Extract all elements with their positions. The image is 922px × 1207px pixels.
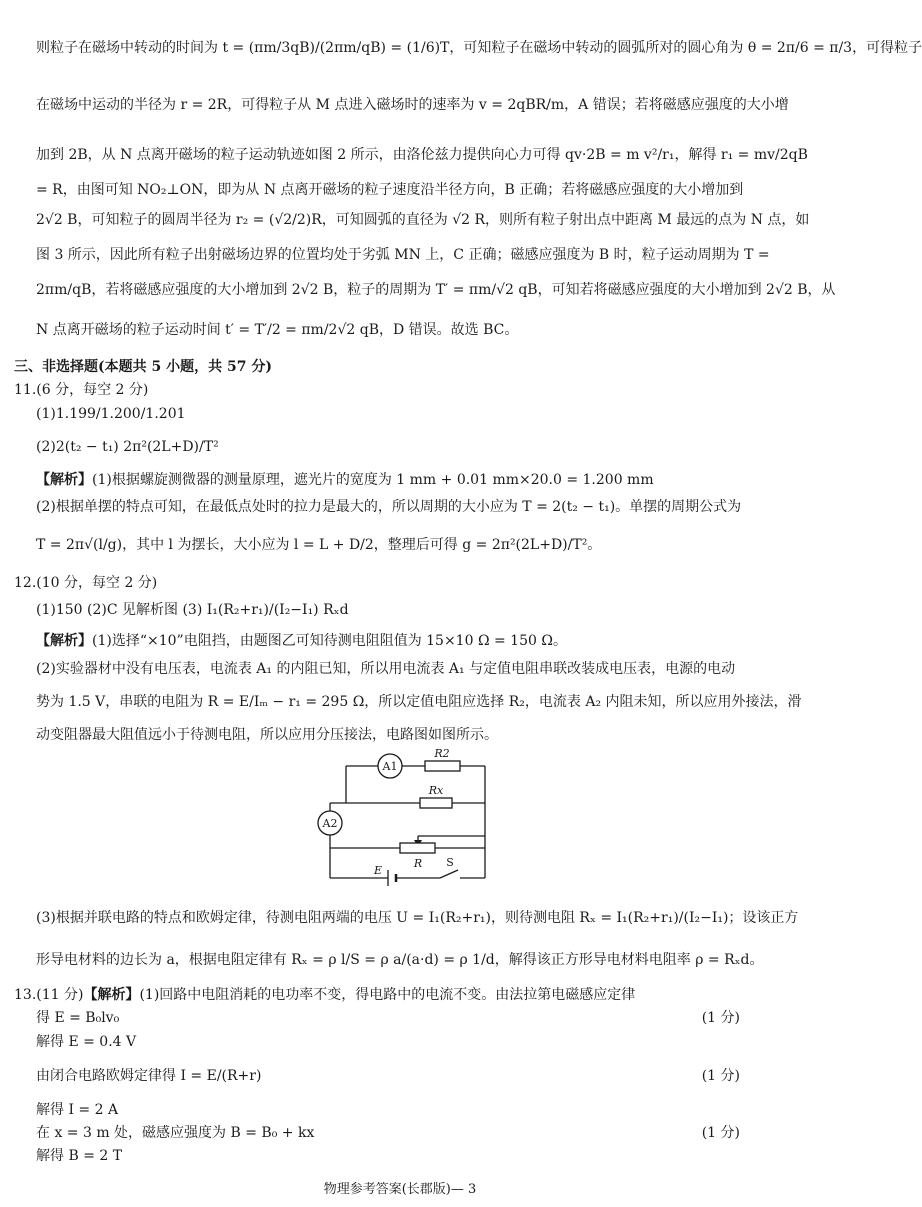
- analysis-text: 动变阻器最大阻值远小于待测电阻，所以应用分压接法，电路图如图所示。: [36, 727, 498, 743]
- step-text: 在 x = 3 m 处，磁感应强度为 B = B₀ + kx: [36, 1125, 315, 1141]
- score-label: (1 分): [701, 1010, 740, 1026]
- score-label: (1 分): [701, 1125, 740, 1141]
- answer-line: (2)2(t₂ − t₁) 2π²(2L+D)/T²: [36, 439, 219, 455]
- analysis-text: (3)根据并联电路的特点和欧姆定律，待测电阻两端的电压 U = I₁(R₂+r₁)，则待测电阻 Rₓ = I₁(R₂+r₁)/(I₂−I₁)；设该正方: [36, 910, 799, 926]
- page-footer: 物理参考答案(长郡版)— 3: [323, 1182, 477, 1197]
- analysis-text: (2)根据单摆的特点可知，在最低点处时的拉力是最大的，所以周期的大小应为 T = 2(t₂ − t₁)。单摆的周期公式为: [36, 499, 742, 515]
- step-text: 解得 B = 2 T: [36, 1148, 123, 1164]
- step-text: 得 E = B₀lv₀: [36, 1010, 120, 1026]
- analysis-text: T = 2π√(l/g)，其中 l 为摆长，大小应为 l = L + D/2，整理后可得 g = 2π²(2L+D)/T²。: [36, 537, 602, 553]
- step-text: 解得 E = 0.4 V: [36, 1034, 137, 1050]
- rheostat-r: [400, 843, 435, 853]
- text-line: 图 3 所示，因此所有粒子出射磁场边界的位置均处于劣弧 MN 上，C 正确；磁感应强度为 B 时，粒子运动周期为 T =: [36, 247, 770, 263]
- text-line: 在磁场中运动的半径为 r = 2R，可得粒子从 M 点进入磁场时的速率为 v = 2qBR/m，A 错误；若将磁感应强度的大小增: [36, 97, 789, 113]
- text-line: 加到 2B，从 N 点离开磁场的粒子运动轨迹如图 2 所示，由洛伦兹力提供向心力可得 qv·2B = m v²/r₁，解得 r₁ = mv/2qB: [36, 147, 808, 163]
- analysis-tag: 【解析】: [83, 987, 140, 1003]
- step-text: 由闭合电路欧姆定律得 I = E/(R+r): [36, 1068, 262, 1084]
- resistor-r2-label: R2: [434, 747, 450, 760]
- battery-e: [388, 870, 396, 886]
- text-line: N 点离开磁场的粒子运动时间 t′ = T′/2 = πm/2√2 qB，D 错误。故选 BC。: [36, 322, 519, 338]
- question-head: 11.(6 分，每空 2 分): [14, 382, 149, 398]
- analysis-text: (1)根据螺旋测微器的测量原理，遮光片的宽度为 1 mm + 0.01 mm×20.0 = 1.200 mm: [92, 472, 654, 488]
- analysis-text: (1)选择“×10”电阻挡，由题图乙可知待测电阻阻值为 15×10 Ω = 150 Ω。: [92, 633, 567, 649]
- text-line: 2πm/qB，若将磁感应强度的大小增加到 2√2 B，粒子的周期为 T′ = πm/√2 qB，可知若将磁感应强度的大小增加到 2√2 B，从: [36, 282, 836, 298]
- resistor-rx-label: Rx: [428, 784, 444, 797]
- question-head: 13.(11 分): [14, 987, 84, 1003]
- step-text: 解得 I = 2 A: [36, 1102, 119, 1118]
- analysis-text: 势为 1.5 V，串联的电阻为 R = E/Iₘ − r₁ = 295 Ω，所以定值电阻应选择 R₂，电流表 A₂ 内阻未知，所以应用外接法，滑: [36, 694, 802, 710]
- circuit-diagram: [300, 748, 510, 898]
- switch-s-label: S: [446, 856, 454, 869]
- ammeter-a2: [318, 811, 342, 835]
- analysis-text: 形导电材料的边长为 a，根据电阻定律有 Rₓ = ρ l/S = ρ a/(a·d) = ρ 1/d，解得该正方形导电材料电阻率 ρ = Rₓd。: [36, 952, 764, 968]
- resistor-rx: [420, 798, 452, 808]
- answer-line: (1)150 (2)C 见解析图 (3) I₁(R₂+r₁)/(I₂−I₁) Rₓd: [36, 602, 349, 618]
- battery-e-label: E: [373, 864, 383, 877]
- analysis-tag: 【解析】: [36, 633, 92, 649]
- ammeter-a1: [378, 754, 402, 778]
- analysis-text: (2)实验器材中没有电压表，电流表 A₁ 的内阻已知，所以用电流表 A₁ 与定值电阻串联改装成电压表，电源的电动: [36, 661, 736, 677]
- resistor-r2: [425, 761, 460, 771]
- section-heading: 三、非选择题(本题共 5 小题，共 57 分): [14, 359, 272, 375]
- text-line: 2√2 B，可知粒子的圆周半径为 r₂ = (√2/2)R，可知圆弧的直径为 √2 R，则所有粒子射出点中距离 M 最远的点为 N 点，如: [36, 212, 810, 228]
- rheostat-r-label: R: [413, 857, 423, 870]
- question-head: 12.(10 分，每空 2 分): [14, 575, 158, 591]
- score-label: (1 分): [701, 1068, 740, 1084]
- analysis-tag: 【解析】: [36, 472, 92, 488]
- answer-line: (1)1.199/1.200/1.201: [36, 406, 186, 422]
- text-line: = R，由图可知 NO₂⊥ON，即为从 N 点离开磁场的粒子速度沿半径方向，B 正确；若将磁感应强度的大小增加到: [36, 182, 744, 198]
- analysis-text: (1)回路中电阻消耗的电功率不变，得电路中的电流不变。由法拉第电磁感应定律: [139, 987, 636, 1003]
- ammeter-a2-label: A2: [322, 817, 338, 830]
- ammeter-a1-label: A1: [382, 760, 398, 773]
- text-line: 则粒子在磁场中转动的时间为 t = (πm/3qB)/(2πm/qB) = (1/6)T，可知粒子在磁场中转动的圆弧所对的圆心角为 θ = 2π/6 = π/3，可得粒子: [36, 40, 922, 56]
